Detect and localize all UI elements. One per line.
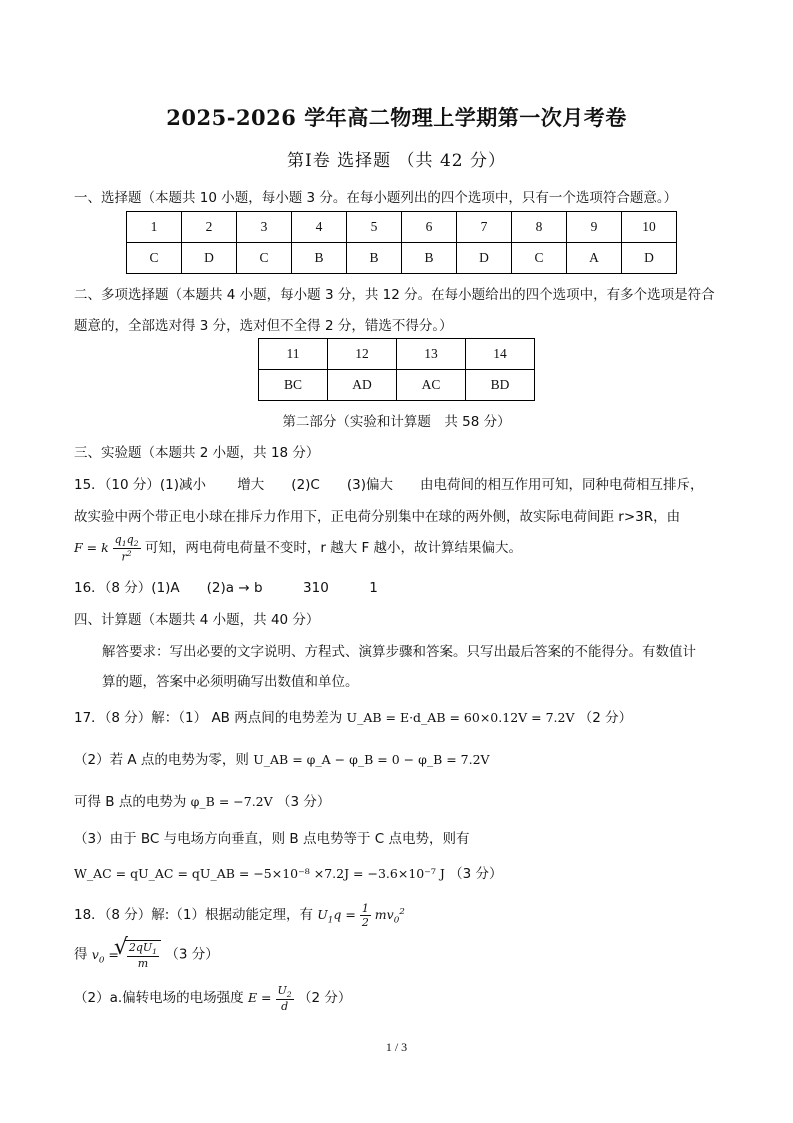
question-number: 13 xyxy=(397,339,466,370)
q17-line1-formula: U_AB = E·d_AB = 60×0.12V = 7.2V xyxy=(346,710,575,725)
answer-cell: D xyxy=(182,243,237,274)
q17-line2 xyxy=(74,748,490,768)
coulomb-formula: F = k $\frac{q_1q_2}{r^2}$ xyxy=(74,533,139,564)
q17-line3-score: （3 分） xyxy=(276,794,331,810)
question-number: 2 xyxy=(182,212,237,243)
question-number: 1 xyxy=(127,212,182,243)
q17-line1-prefix: 17．（8 分）解：（1） AB 两点间的电势差为 xyxy=(74,710,343,726)
table-row xyxy=(127,243,677,274)
q17-line3-formula: φ_B = −7.2V xyxy=(190,794,273,809)
q18-line3-score: （2 分） xyxy=(297,990,352,1007)
question-number: 12 xyxy=(328,339,397,370)
table-row xyxy=(259,339,535,370)
section2-heading-line1: 二、多项选择题（本题共 4 小题，每小题 3 分，共 12 分。在每小题给出的四个选项中，有多个选项是符合 xyxy=(74,287,715,303)
q18-line2-prefix: 得 xyxy=(74,946,88,963)
q18-line3 xyxy=(74,984,351,1013)
answer-cell: C xyxy=(512,243,567,274)
q18-line1-prefix: 18．（8 分）解:（1）根据动能定理，有 xyxy=(74,907,313,923)
section1-heading: 一、选择题（本题共 10 小题，每小题 3 分。在每小题列出的四个选项中，只有一个选项符合题意。） xyxy=(74,190,678,206)
q15-line3-text: 可知，两电荷电荷量不变时，r 越大 F 越小，故计算结果偏大。 xyxy=(144,539,523,556)
requirement-line1: 解答要求：写出必要的文字说明、方程式、演算步骤和答案。只写出最后答案的不能得分。有数值计 xyxy=(102,644,696,660)
q15-line1: 15．（10 分）(1)减小 增大 (2)C (3)偏大 由电荷间的相互作用可知，同种电荷相互排斥， xyxy=(74,477,704,493)
q17-line5-formula: W_AC = qU_AC = qU_AB = −5×10⁻⁸ ×7.2J = −3.6×10⁻⁷ J xyxy=(74,866,445,881)
question-number: 8 xyxy=(512,212,567,243)
q18-line1 xyxy=(74,902,405,929)
field-strength-formula: E = $\frac{U_2}{d}$ xyxy=(247,984,292,1014)
answer-cell: C xyxy=(127,243,182,274)
table-row xyxy=(127,212,677,243)
question-number: 9 xyxy=(567,212,622,243)
answer-cell: BD xyxy=(466,370,535,401)
q17-line3 xyxy=(74,790,330,810)
answer-cell: B xyxy=(347,243,402,274)
multi-choice-answer-table xyxy=(258,338,535,401)
q17-line1-score: （2 分） xyxy=(578,710,633,726)
answer-cell: A xyxy=(567,243,622,274)
answer-cell: B xyxy=(292,243,347,274)
q17-line4: （3）由于 BC 与电场方向垂直，则 B 点电势等于 C 点电势，则有 xyxy=(74,831,470,847)
question-number: 5 xyxy=(347,212,402,243)
q17-line2-formula: U_AB = φ_A − φ_B = 0 − φ_B = 7.2V xyxy=(253,752,490,767)
requirement-line2: 算的题，答案中必须明确写出数值和单位。 xyxy=(102,674,359,690)
kinetic-energy-formula: $U_1q$ = $\frac{1}{2}$ $mv_0^2$ xyxy=(317,902,405,929)
answer-cell: D xyxy=(457,243,512,274)
answer-cell: BC xyxy=(259,370,328,401)
question-number: 6 xyxy=(402,212,457,243)
section4-heading: 四、计算题（本题共 4 小题，共 40 分） xyxy=(74,612,320,628)
part2-title: 第二部分（实验和计算题 共 58 分） xyxy=(282,414,511,430)
q15-line3 xyxy=(74,533,522,564)
question-number: 11 xyxy=(259,339,328,370)
q17-line5-score: （3 分） xyxy=(449,866,503,882)
q15-line2: 故实验中两个带正电小球在排斥力作用下，正电荷分别集中在球的两外侧，故实际电荷间距 r>3R，由 xyxy=(74,509,681,525)
answer-cell: D xyxy=(622,243,677,274)
choice-answer-table xyxy=(126,211,677,274)
q17-line1 xyxy=(74,706,632,726)
q18-line2 xyxy=(74,940,219,970)
question-number: 3 xyxy=(237,212,292,243)
question-number: 7 xyxy=(457,212,512,243)
answer-cell: B xyxy=(402,243,457,274)
section-subtitle: 第Ⅰ卷 选择题 （共 42 分） xyxy=(287,151,506,171)
question-number: 4 xyxy=(292,212,347,243)
q16-line: 16．（8 分）(1)A (2)a → b 310 1 xyxy=(74,580,378,596)
q18-line3-prefix: （2）a.偏转电场的电场强度 xyxy=(74,990,244,1007)
velocity-formula: $v_0$ = √ $\frac{2qU_1}{m}$ xyxy=(92,947,161,962)
page-title: 2025-2026 学年高二物理上学期第一次月考卷 xyxy=(166,105,627,130)
page-number: 1 / 3 xyxy=(385,1040,408,1054)
q18-line2-score: （3 分） xyxy=(165,946,219,963)
answer-cell: C xyxy=(237,243,292,274)
answer-cell: AC xyxy=(397,370,466,401)
question-number: 10 xyxy=(622,212,677,243)
q17-line3-prefix: 可得 B 点的电势为 xyxy=(74,794,187,810)
answer-cell: AD xyxy=(328,370,397,401)
question-number: 14 xyxy=(466,339,535,370)
q17-line5 xyxy=(74,862,503,882)
table-row xyxy=(259,370,535,401)
section2-heading-line2: 题意的，全部选对得 3 分，选对但不全得 2 分，错选不得分。） xyxy=(74,318,453,334)
q17-line2-prefix: （2）若 A 点的电势为零，则 xyxy=(74,752,249,768)
section3-heading: 三、实验题（本题共 2 小题，共 18 分） xyxy=(74,445,320,461)
